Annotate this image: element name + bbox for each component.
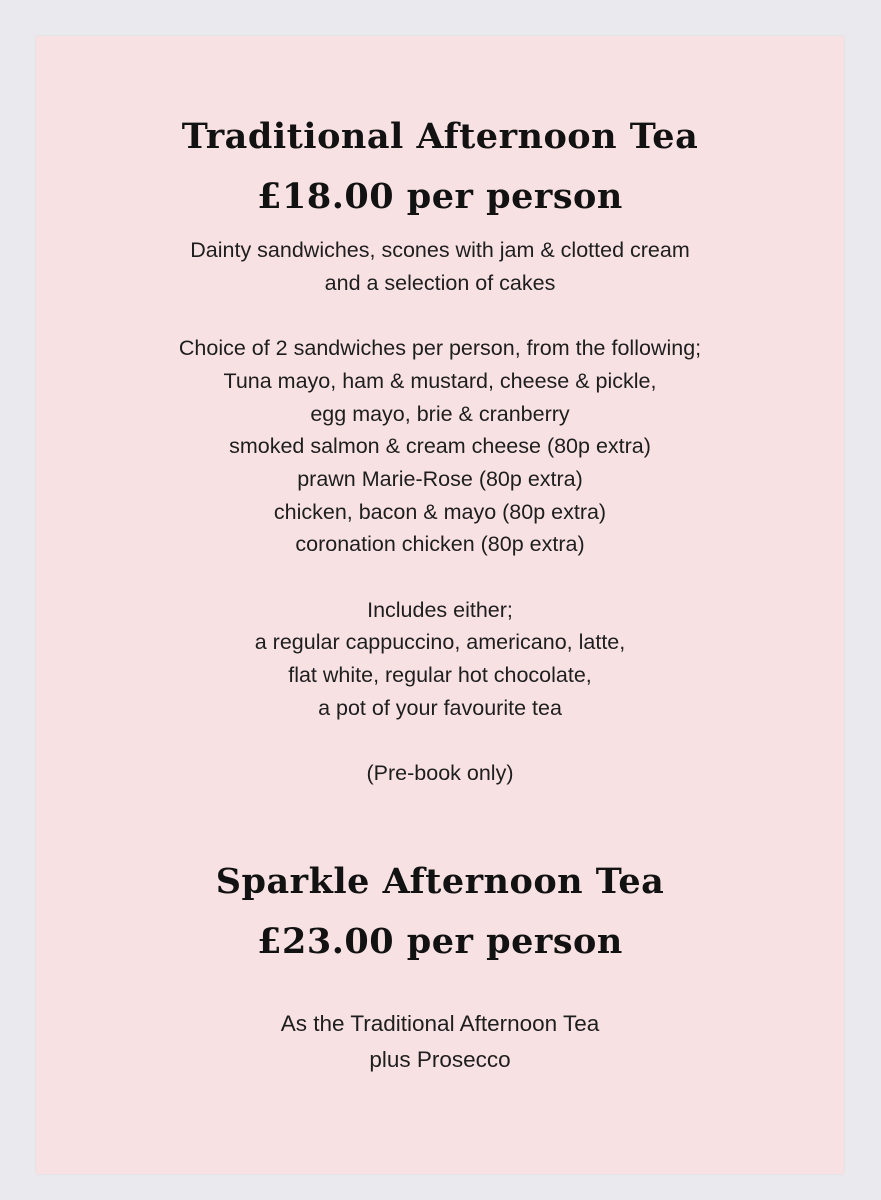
sandwich-option: Tuna mayo, ham & mustard, cheese & pickle, bbox=[223, 368, 657, 393]
includes-intro: Includes either; bbox=[367, 597, 513, 622]
traditional-tea-price: £18.00 per person bbox=[257, 176, 623, 217]
prebook-note: (Pre-book only) bbox=[366, 761, 514, 786]
sandwich-option: smoked salmon & cream cheese (80p extra) bbox=[229, 434, 651, 459]
description-line: plus Prosecco bbox=[369, 1047, 511, 1072]
sandwich-intro: Choice of 2 sandwiches per person, from the following; bbox=[178, 336, 702, 361]
sparkle-tea-details bbox=[36, 1006, 844, 1078]
sparkle-tea-price: £23.00 per person bbox=[257, 921, 623, 962]
includes-option: a regular cappuccino, americano, latte, bbox=[254, 630, 626, 655]
sparkle-tea-title: Sparkle Afternoon Tea bbox=[215, 861, 665, 902]
spacer bbox=[36, 725, 844, 758]
description-line: and a selection of cakes bbox=[324, 270, 556, 295]
sandwich-option: chicken, bacon & mayo (80p extra) bbox=[273, 499, 607, 524]
sandwich-option: egg mayo, brie & cranberry bbox=[310, 401, 570, 426]
spacer bbox=[36, 561, 844, 594]
spacer bbox=[36, 299, 844, 332]
traditional-tea-details bbox=[36, 234, 844, 790]
description-line: Dainty sandwiches, scones with jam & clotted cream bbox=[190, 238, 690, 262]
description-line: As the Traditional Afternoon Tea bbox=[280, 1011, 600, 1036]
sandwich-option: coronation chicken (80p extra) bbox=[295, 532, 585, 557]
menu-page bbox=[36, 36, 844, 1174]
traditional-tea-title: Traditional Afternoon Tea bbox=[181, 116, 699, 157]
includes-option: flat white, regular hot chocolate, bbox=[288, 663, 592, 688]
sandwich-option: prawn Marie-Rose (80p extra) bbox=[297, 466, 583, 491]
includes-option: a pot of your favourite tea bbox=[318, 695, 562, 720]
